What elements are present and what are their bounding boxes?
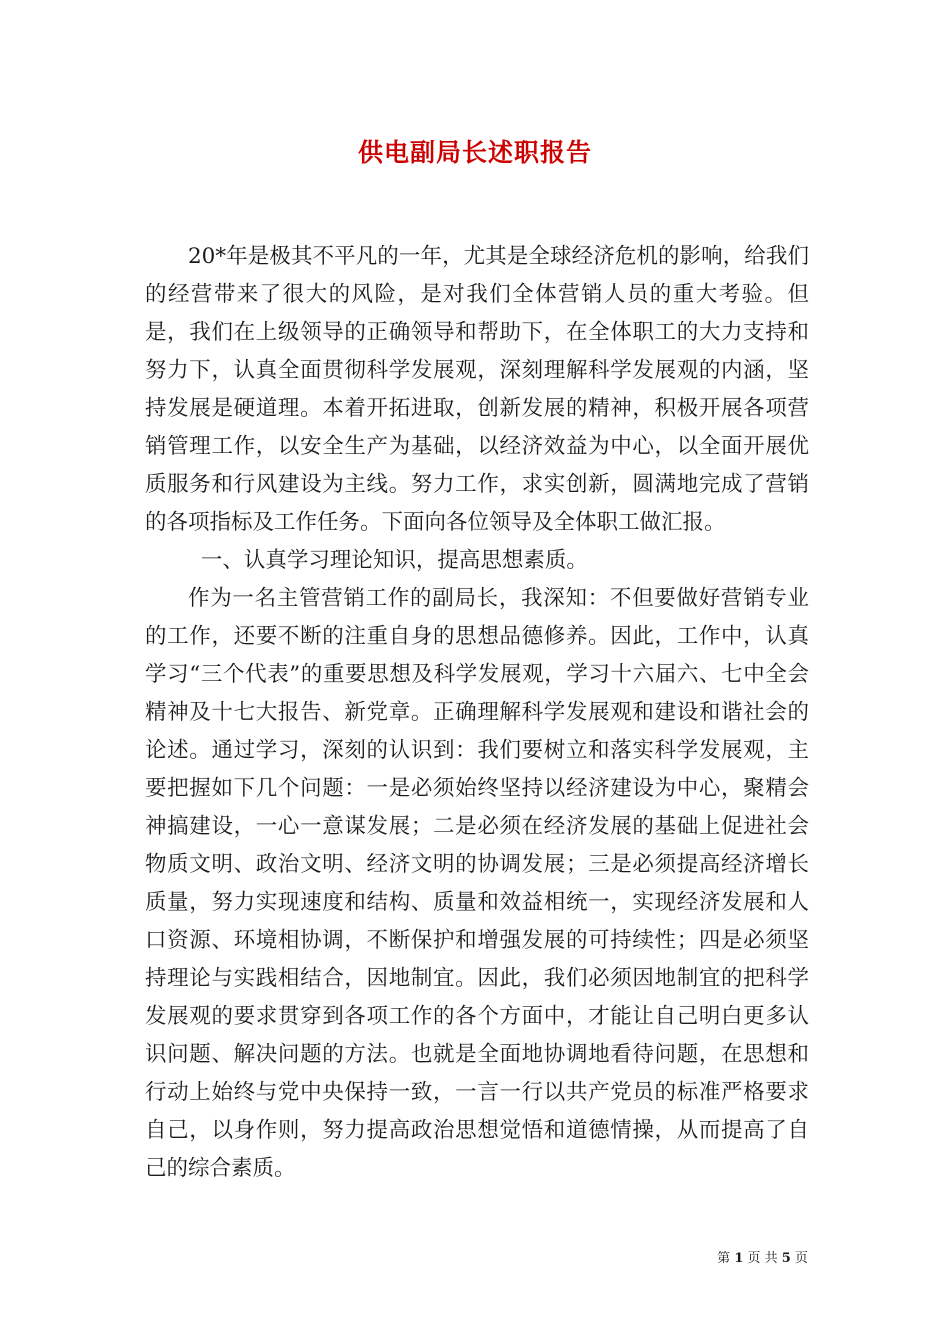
footer-prefix: 第 (717, 1251, 731, 1266)
document-body (145, 238, 809, 1188)
section-heading: 一、认真学习理论知识，提高思想素质。 (200, 548, 588, 573)
footer-suffix: 页 (794, 1251, 808, 1266)
intro-paragraph: 20*年是极其不平凡的一年，尤其是全球经济危机的影响，给我们的经营带来了很大的风险，是对我们全体营销人员的重大考验。但是，我们在上级领导的正确领导和帮助下，在全体职工的大力支持和努力下，认真全面贯彻科学发展观，深刻理解科学发展观的内涵，坚持发展是硬道理。本着开拓进取，创新发展的精神，积极开展各项营销管理工作，以安全生产为基础，以经济效益为中心，以全面开展优质服务和行风建设为主线。努力工作，求实创新，圆满地完成了营销的各项指标及工作任务。下面向各位领导及全体职工做汇报。 (145, 244, 809, 535)
footer-middle: 页 共 (747, 1251, 778, 1266)
document-title: 供电副局长述职报告 (357, 138, 592, 167)
section-paragraph: 作为一名主管营销工作的副局长，我深知：不但要做好营销专业的工作，还要不断的注重自身的思想品德修养。因此，工作中，认真学习“三个代表”的重要思想及科学发展观，学习十六届六、七中全会精神及十七大报告、新党章。正确理解科学发展观和建设和谐社会的论述。通过学习，深刻的认识到：我们要树立和落实科学发展观，主要把握如下几个问题：一是必须始终坚持以经济建设为中心，聚精会神搞建设，一心一意谋发展；二是必须在经济发展的基础上促进社会物质文明、政治文明、经济文明的协调发展；三是必须提高经济增长质量，努力实现速度和结构、质量和效益相统一，实现经济发展和人口资源、环境相协调，不断保护和增强发展的可持续性；四是必须坚持理论与实践相结合，因地制宜。因此，我们必须因地制宜的把科学发展观的要求贯穿到各项工作的各个方面中，才能让自己明白更多认识问题、解决问题的方法。也就是全面地协调地看待问题，在思想和行动上始终与党中央保持一致，一言一行以共产党员的标准严格要求自己，以身作则，努力提高政治思想觉悟和道德情操，从而提高了自己的综合素质。 (145, 586, 809, 1181)
footer-current-page: 1 (734, 1251, 744, 1266)
page-number-footer (717, 1247, 808, 1266)
footer-total-pages: 5 (781, 1251, 791, 1266)
